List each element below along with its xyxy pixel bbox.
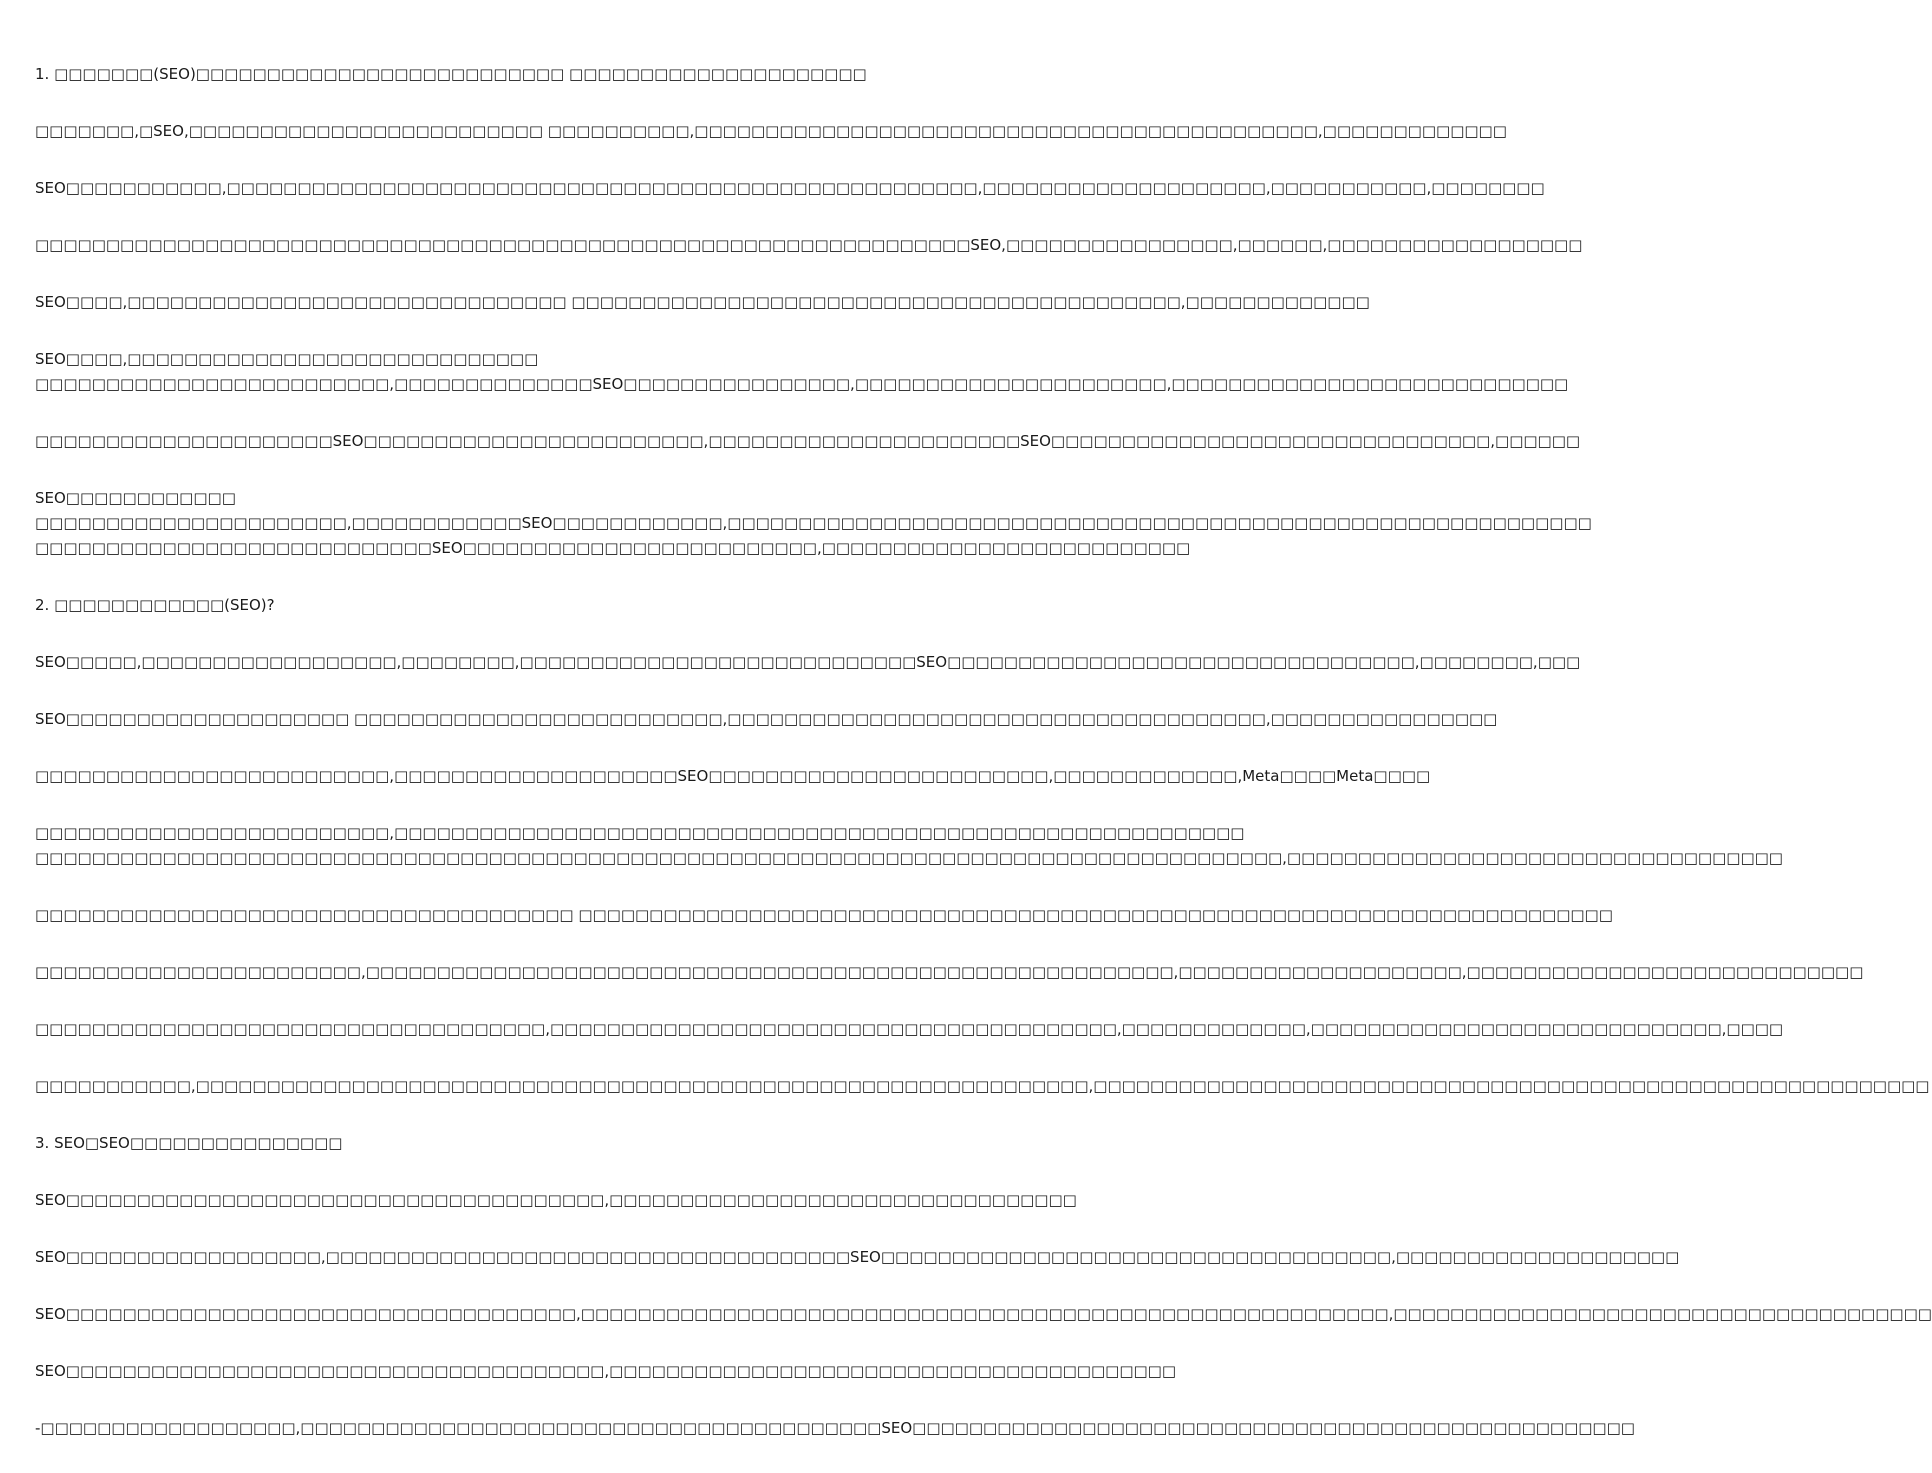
text-line: □□□□□□□□□□□□□□□□□□□□□□□□□□□□□□□□□□□□□□□□□□□□□□□□□□□□□□□□□□□□□□□□□□SEO,□□□□□□□□□□□□□□□□,□□□□□□,□□□□□□□□□□□□□□□□□□ [35, 236, 1583, 254]
text-line: □□□□□□□□□□□□□□□□□□□□□□□,□□□□□□□□□□□□□□□□□□□□□□□□□□□□□□□□□□□□□□□□□□□□□□□□□□□□□□□□□,□□□□□□□□□□□□□□□□□□□□,□□□□□□□□□□□□□□□□□□□□□□□□□□□□ [35, 963, 1864, 981]
paragraph [35, 290, 1370, 315]
text-line: 1. □□□□□□□(SEO)□□□□□□□□□□□□□□□□□□□□□□□□□□ □□□□□□□□□□□□□□□□□□□□□ [35, 65, 867, 83]
text-line: □□□□□□□□□□□,□□□□□□□□□□□□□□□□□□□□□□□□□□□□□□□□□□□□□□□□□□□□□□□□□□□□□□□□□□□□□□□,□□□□□□□□□□□□□□□□□□□□□□□□□□□□□□□□□□□□□□□□□□□□□□□□□□□□□□□□□□□ [35, 1077, 1930, 1095]
paragraph [35, 960, 1864, 985]
text-line: □□□□□□□,□SEO,□□□□□□□□□□□□□□□□□□□□□□□□□ □□□□□□□□□□,□□□□□□□□□□□□□□□□□□□□□□□□□□□□□□□□□□□□□□□□□□□□,□□□□□□□□□□□□□ [35, 122, 1507, 140]
text-line: SEO□□□□□□□□□□□□□□□□□□□□□□□□□□□□□□□□□□□□□□,□□□□□□□□□□□□□□□□□□□□□□□□□□□□□□□□□ [35, 1191, 1077, 1209]
text-line: SEO□□□□□,□□□□□□□□□□□□□□□□□□,□□□□□□□□,□□□□□□□□□□□□□□□□□□□□□□□□□□□□SEO□□□□□□□□□□□□□□□□□□□□□□□□□□□□□□□□□,□□□□□□□□,□□□ [35, 653, 1581, 671]
text-line: -□□□□□□□□□□□□□□□□□□,□□□□□□□□□□□□□□□□□□□□□□□□□□□□□□□□□□□□□□□□□SEO□□□□□□□□□□□□□□□□□□□□□□□□□□□□□□□□□□□□□□□□□□□□□□□□□□□ [35, 1419, 1635, 1437]
text-line: □□□□□□□□□□□□□□□□□□□□□□□□□,□□□□□□□□□□□□□□SEO□□□□□□□□□□□□□□□□,□□□□□□□□□□□□□□□□□□□□□□,□□□□□□□□□□□□□□□□□□□□□□□□□□□□ [35, 375, 1569, 393]
paragraph [35, 903, 1613, 928]
text-line: □□□□□□□□□□□□□□□□□□□□□□,□□□□□□□□□□□□SEO□□□□□□□□□□□□,□□□□□□□□□□□□□□□□□□□□□□□□□□□□□□□□□□□□□□□□□□□□□□□□□□□□□□□□□□□□□ [35, 514, 1592, 532]
paragraph [35, 347, 1569, 397]
text-line: SEO□□□□□□□□□□□□□□□□□□□□ □□□□□□□□□□□□□□□□□□□□□□□□□□,□□□□□□□□□□□□□□□□□□□□□□□□□□□□□□□□□□□□□□,□□□□□□□□□□□□□□□□ [35, 710, 1498, 728]
paragraph [35, 486, 1592, 561]
text-line: □□□□□□□□□□□□□□□□□□□□□□□□□□□□□□□□□□□□□□ □□□□□□□□□□□□□□□□□□□□□□□□□□□□□□□□□□□□□□□□□□□□□□□□□□□□□□□□□□□□□□□□□□□□□□□□□ [35, 906, 1613, 924]
text-line: SEO□□□□□□□□□□□□□□□□□□,□□□□□□□□□□□□□□□□□□□□□□□□□□□□□□□□□□□□□SEO□□□□□□□□□□□□□□□□□□□□□□□□□□□□□□□□□□□□,□□□□□□□□□□□□□□□□□□□□ [35, 1248, 1680, 1266]
text-line: SEO□□□□□□□□□□□□ [35, 489, 236, 507]
paragraph [35, 176, 1545, 201]
paragraph [35, 650, 1581, 675]
text-line: □□□□□□□□□□□□□□□□□□□□□□□□□,□□□□□□□□□□□□□□□□□□□□SEO□□□□□□□□□□□□□□□□□□□□□□□□,□□□□□□□□□□□□□,Meta□□□□Meta□□□□ [35, 767, 1431, 785]
text-line: □□□□□□□□□□□□□□□□□□□□□□□□□□□□□□□□□□□□□□□□□□□□□□□□□□□□□□□□□□□□□□□□□□□□□□□□□□□□□□□□□□□□□□□□,□□□□□□□□□□□□□□□□□□□□□□□□□□□□□□□□□□□ [35, 849, 1783, 867]
text-line: 2. □□□□□□□□□□□□(SEO)? [35, 596, 275, 614]
paragraph [35, 1245, 1680, 1270]
paragraph [35, 1188, 1077, 1213]
paragraph [35, 707, 1498, 732]
paragraph [35, 429, 1581, 454]
paragraph [35, 233, 1583, 258]
paragraph [35, 821, 1783, 871]
paragraph [35, 119, 1507, 144]
document-body [35, 62, 1932, 1473]
paragraph [35, 764, 1431, 789]
paragraph [35, 62, 990, 87]
text-line: □□□□□□□□□□□□□□□□□□□□□□□□□□□□□□□□□□□□,□□□□□□□□□□□□□□□□□□□□□□□□□□□□□□□□□□□□□□□□,□□□□□□□□□□□□□,□□□□□□□□□□□□□□□□□□□□□□□□□□□□□,□□□□ [35, 1020, 1784, 1038]
paragraph [35, 1302, 1932, 1327]
text-line: SEO□□□□□□□□□□□,□□□□□□□□□□□□□□□□□□□□□□□□□□□□□□□□□□□□□□□□□□□□□□□□□□□□□,□□□□□□□□□□□□□□□□□□□□,□□□□□□□□□□□,□□□□□□□□ [35, 179, 1545, 197]
paragraph [35, 593, 990, 618]
paragraph [35, 1416, 1635, 1441]
text-line: SEO□□□□,□□□□□□□□□□□□□□□□□□□□□□□□□□□□□□□ □□□□□□□□□□□□□□□□□□□□□□□□□□□□□□□□□□□□□□□□□□□,□□□□□□□□□□□□□ [35, 293, 1370, 311]
paragraph [35, 1017, 1784, 1042]
text-line: SEO□□□□□□□□□□□□□□□□□□□□□□□□□□□□□□□□□□□□,□□□□□□□□□□□□□□□□□□□□□□□□□□□□□□□□□□□□□□□□□□□□□□□□□□□□□□□□□,□□□□□□□□□□□□□□□□□□□□□□□□□□□□□□□□□□□□□□ [35, 1305, 1932, 1323]
paragraph [35, 1359, 1177, 1384]
text-line: 3. SEO□SEO□□□□□□□□□□□□□□□ [35, 1134, 343, 1152]
text-line: SEO□□□□□□□□□□□□□□□□□□□□□□□□□□□□□□□□□□□□□□,□□□□□□□□□□□□□□□□□□□□□□□□□□□□□□□□□□□□□□□□ [35, 1362, 1177, 1380]
text-line: SEO□□□□,□□□□□□□□□□□□□□□□□□□□□□□□□□□□□ [35, 350, 539, 368]
paragraph [35, 1074, 1930, 1099]
paragraph [35, 1131, 990, 1156]
text-line: □□□□□□□□□□□□□□□□□□□□□□□□□,□□□□□□□□□□□□□□□□□□□□□□□□□□□□□□□□□□□□□□□□□□□□□□□□□□□□□□□□□□□□ [35, 824, 1245, 842]
text-line: □□□□□□□□□□□□□□□□□□□□□SEO□□□□□□□□□□□□□□□□□□□□□□□□,□□□□□□□□□□□□□□□□□□□□□□SEO□□□□□□□□□□□□□□□□□□□□□□□□□□□□□□□,□□□□□□ [35, 432, 1581, 450]
text-line: □□□□□□□□□□□□□□□□□□□□□□□□□□□□SEO□□□□□□□□□□□□□□□□□□□□□□□□□,□□□□□□□□□□□□□□□□□□□□□□□□□□ [35, 539, 1191, 557]
